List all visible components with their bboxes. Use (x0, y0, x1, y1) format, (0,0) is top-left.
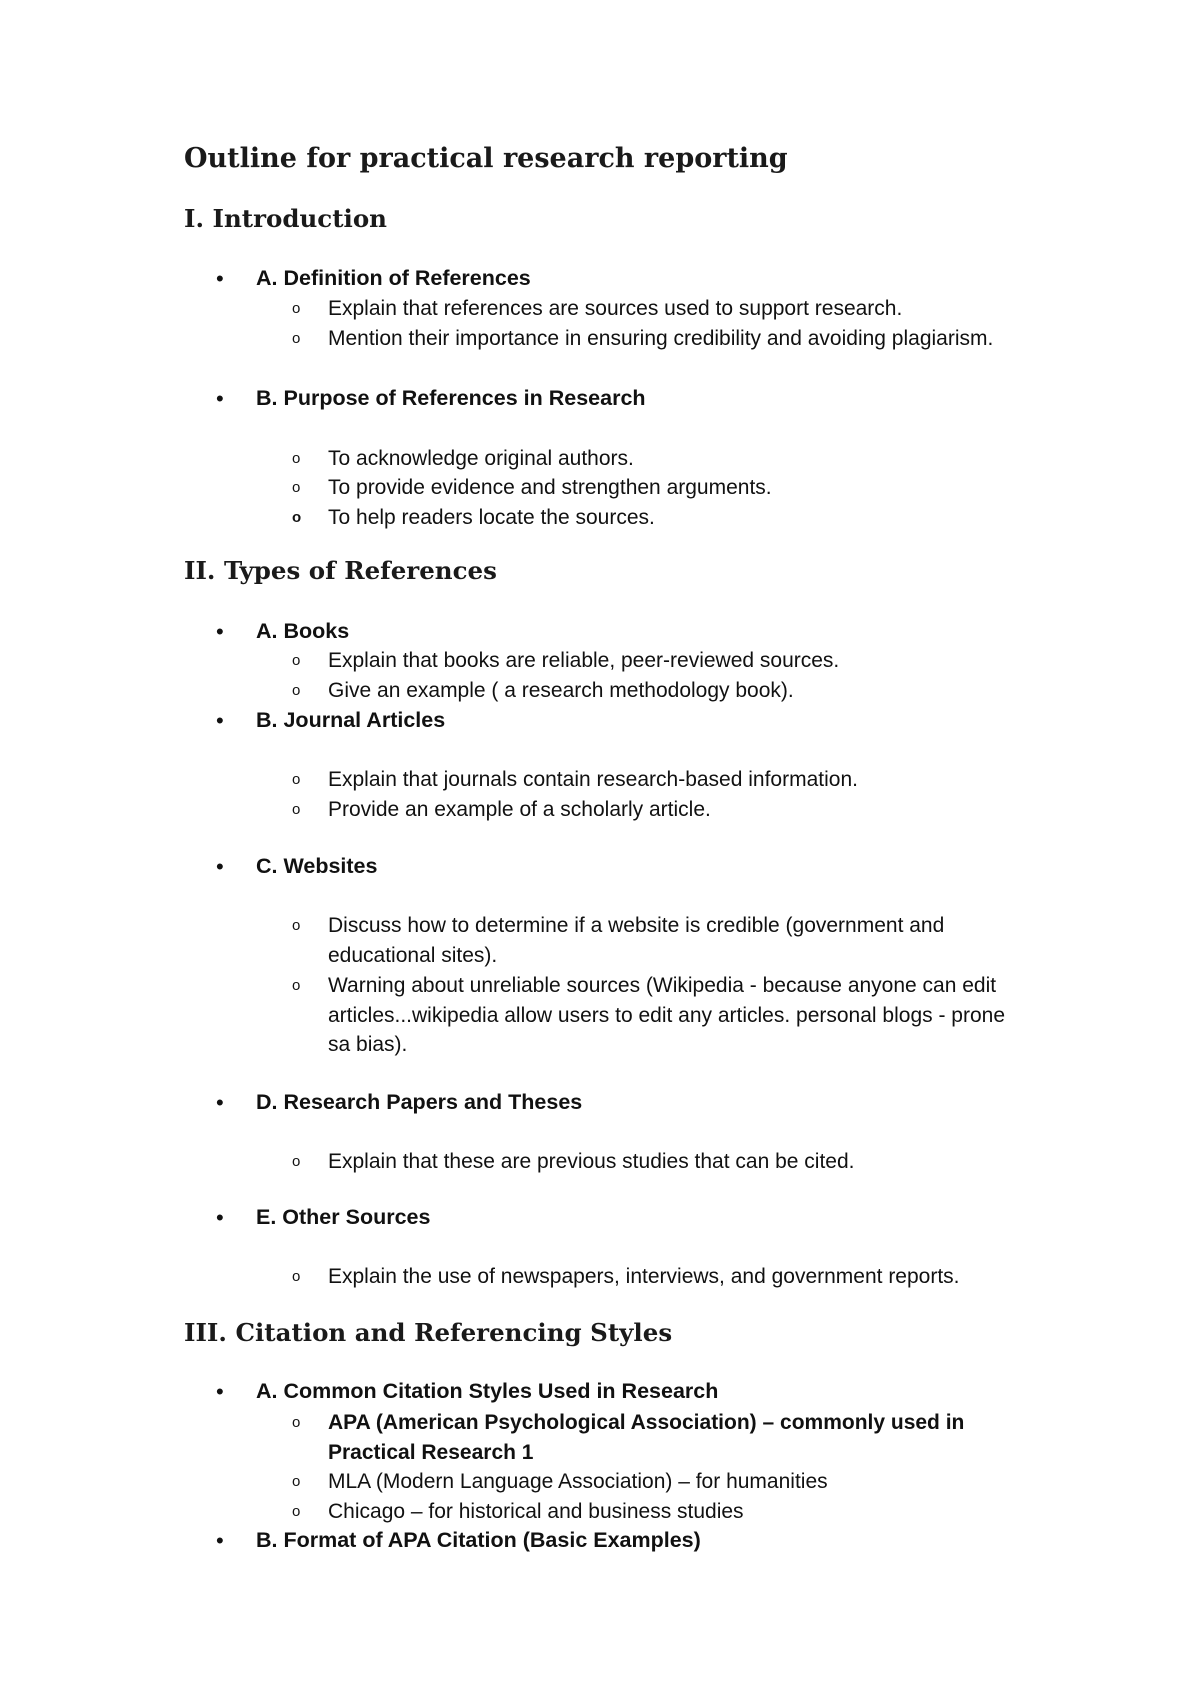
outline-subitem: Warning about unreliable sources (Wikipedia - because anyone can edit articles...wikipedia allow users to edit any articles. personal blogs - prone sa bias). (328, 974, 1005, 1056)
sub-bullet-icon: o (292, 977, 301, 994)
outline-item-label: C. Websites (256, 854, 378, 878)
outline-subitem: To acknowledge original authors. (328, 447, 634, 470)
sub-bullet-icon: o (292, 300, 301, 317)
sub-bullet-icon: o (292, 771, 301, 788)
sub-bullet-icon: o (292, 1153, 301, 1170)
section-heading: I. Introduction (184, 204, 387, 233)
outline-subitem: MLA (Modern Language Association) – for humanities (328, 1470, 828, 1493)
outline-item-label: E. Other Sources (256, 1205, 431, 1229)
sub-bullet-icon: o (292, 801, 301, 818)
outline-subitem: Explain that these are previous studies that can be cited. (328, 1150, 855, 1173)
bullet-icon: • (216, 1205, 224, 1230)
outline-item-label: A. Definition of References (256, 266, 531, 290)
sub-bullet-icon: o (292, 682, 301, 699)
bullet-icon: • (216, 1090, 224, 1115)
document-title: Outline for practical research reporting (184, 143, 788, 174)
bullet-icon: • (216, 266, 224, 291)
bullet-icon: • (216, 1528, 224, 1553)
outline-subitem: Mention their importance in ensuring credibility and avoiding plagiarism. (328, 327, 994, 350)
bullet-icon: • (216, 708, 224, 733)
bullet-icon: • (216, 854, 224, 879)
section-heading: III. Citation and Referencing Styles (184, 1318, 673, 1347)
sub-bullet-icon: o (292, 1503, 301, 1520)
outline-subitem: APA (American Psychological Association) – commonly used in Practical Research 1 (328, 1411, 965, 1464)
outline-item-label: D. Research Papers and Theses (256, 1090, 583, 1114)
outline-subitem: Explain the use of newspapers, interviews, and government reports. (328, 1265, 960, 1288)
outline-subitem: Discuss how to determine if a website is credible (government and educational sites). (328, 914, 945, 967)
bullet-icon: • (216, 386, 224, 411)
outline-item-label: B. Format of APA Citation (Basic Examples) (256, 1528, 701, 1552)
section-heading: II. Types of References (184, 556, 497, 585)
outline-subitem: To provide evidence and strengthen arguments. (328, 476, 772, 499)
outline-subitem: Explain that journals contain research-based information. (328, 768, 858, 791)
outline-item-label: A. Books (256, 619, 350, 643)
outline-subitem: Give an example ( a research methodology book). (328, 679, 794, 702)
outline-subitem: Provide an example of a scholarly article. (328, 798, 711, 821)
sub-bullet-icon: o (292, 509, 302, 526)
sub-bullet-icon: o (292, 917, 301, 934)
outline-item-label: A. Common Citation Styles Used in Research (256, 1379, 719, 1403)
sub-bullet-icon: o (292, 652, 301, 669)
outline-subitem: To help readers locate the sources. (328, 506, 655, 529)
sub-bullet-icon: o (292, 1414, 301, 1431)
outline-subitem: Chicago – for historical and business studies (328, 1500, 744, 1523)
sub-bullet-icon: o (292, 479, 301, 496)
outline-item-label: B. Journal Articles (256, 708, 446, 732)
outline-subitem: Explain that books are reliable, peer-reviewed sources. (328, 649, 840, 672)
sub-bullet-icon: o (292, 330, 301, 347)
bullet-icon: • (216, 619, 224, 644)
sub-bullet-icon: o (292, 1268, 301, 1285)
bullet-icon: • (216, 1379, 224, 1404)
outline-item-label: B. Purpose of References in Research (256, 386, 646, 410)
sub-bullet-icon: o (292, 450, 301, 467)
sub-bullet-icon: o (292, 1473, 301, 1490)
outline-subitem: Explain that references are sources used to support research. (328, 297, 903, 320)
